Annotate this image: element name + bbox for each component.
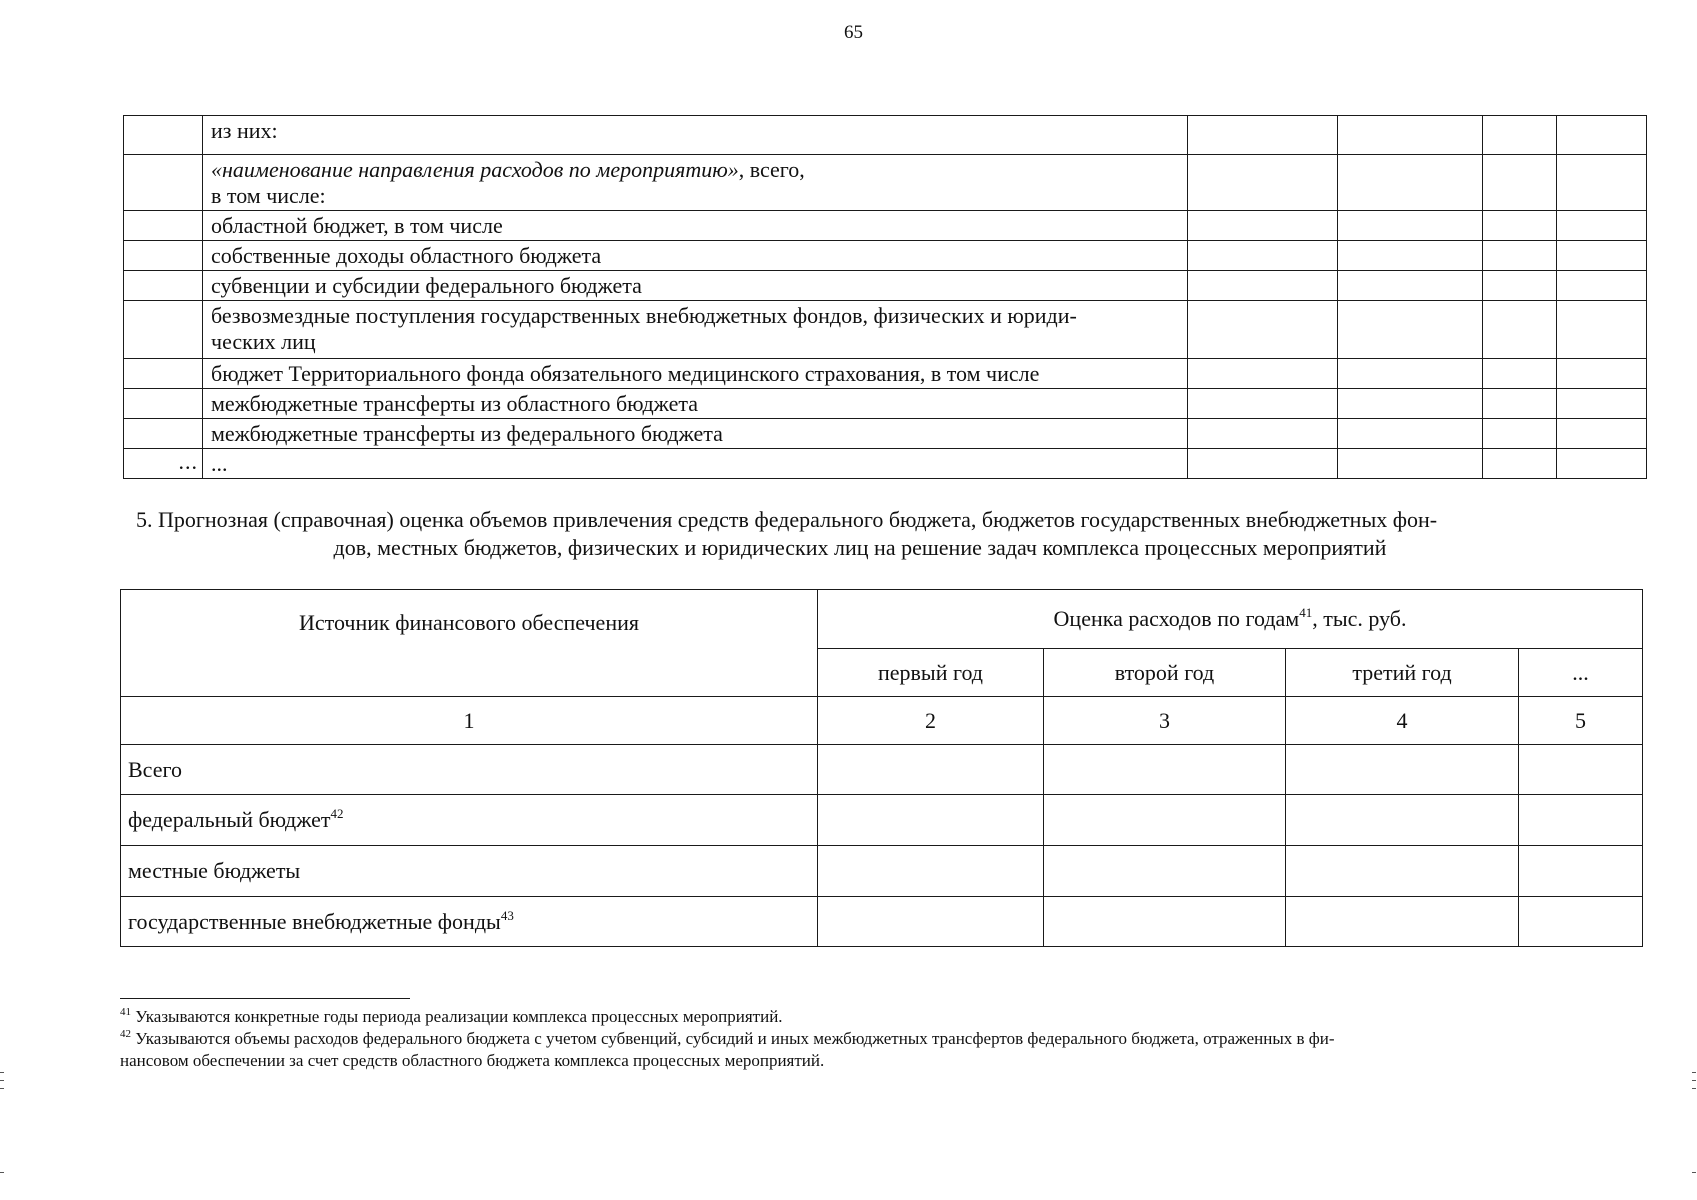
row-text-cell (203, 211, 1188, 241)
column-number: 4 (1286, 697, 1519, 745)
value-cell (1483, 241, 1557, 271)
row-number-cell (124, 211, 203, 241)
footnote-42 (120, 1028, 1590, 1072)
value-cell (1044, 795, 1286, 846)
table-row (124, 241, 1647, 271)
row-number-cell (124, 389, 203, 419)
row-label: местные бюджеты (128, 858, 301, 883)
scan-edge-mark (1692, 1172, 1696, 1173)
table-row (124, 116, 1647, 155)
value-cell (818, 897, 1044, 947)
footnote-mark: 42 (120, 1028, 131, 1040)
header-estimate-tail: , тыс. руб. (1312, 606, 1407, 631)
scan-edge-mark (0, 1088, 4, 1089)
value-cell (1286, 795, 1519, 846)
scan-edge-mark (0, 1080, 4, 1081)
row-label-cell (121, 897, 818, 947)
row-number-cell (124, 359, 203, 389)
row-text-cell (203, 389, 1188, 419)
value-cell (1557, 271, 1647, 301)
header-estimate-cell (818, 590, 1643, 649)
value-cell (1519, 846, 1643, 897)
value-cell (1557, 116, 1647, 155)
value-cell (1557, 211, 1647, 241)
table-row (124, 301, 1647, 359)
row-number-cell (124, 271, 203, 301)
row-text: субвенции и субсидии федерального бюджета (211, 273, 642, 298)
column-number: 1 (121, 697, 818, 745)
value-cell (1557, 301, 1647, 359)
row-text: областной бюджет, в том числе (211, 213, 503, 238)
value-cell (1483, 116, 1557, 155)
column-number: 5 (1519, 697, 1643, 745)
year-header: первый год (818, 649, 1044, 697)
value-cell (1557, 389, 1647, 419)
value-cell (1338, 419, 1483, 449)
footnotes (120, 1006, 1590, 1072)
value-cell (1338, 449, 1483, 479)
value-cell (1483, 301, 1557, 359)
value-cell (1188, 211, 1338, 241)
funding-estimate-table (120, 589, 1643, 947)
year-header: ... (1519, 649, 1643, 697)
row-number-cell: ... (124, 449, 203, 479)
row-text-cell (203, 301, 1188, 359)
row-text-cell (203, 271, 1188, 301)
value-cell (1557, 155, 1647, 211)
footnote-text-line2: нансовом обеспечении за счет средств областного бюджета комплекса процессных мероприятий. (120, 1051, 825, 1070)
value-cell (1483, 389, 1557, 419)
row-text: межбюджетные трансферты из областного бюджета (211, 391, 698, 416)
value-cell (1483, 211, 1557, 241)
row-number-cell (124, 155, 203, 211)
row-text-line2: ческих лиц (211, 329, 316, 354)
row-text: бюджет Территориального фонда обязательного медицинского страхования, в том числе (211, 361, 1040, 386)
footnote-text: Указываются конкретные годы периода реализации комплекса процессных мероприятий. (131, 1007, 783, 1026)
value-cell (1188, 155, 1338, 211)
value-cell (1557, 241, 1647, 271)
row-number-cell (124, 116, 203, 155)
value-cell (1286, 897, 1519, 947)
header-row (121, 590, 1643, 649)
footnote-mark: 41 (120, 1006, 131, 1018)
year-header: второй год (1044, 649, 1286, 697)
section-heading (130, 506, 1590, 562)
row-text-cell (203, 155, 1188, 211)
value-cell (1338, 389, 1483, 419)
table-row (124, 211, 1647, 241)
scan-edge-mark (1692, 1072, 1696, 1073)
row-label: Всего (128, 756, 182, 782)
row-text: межбюджетные трансферты из федерального бюджета (211, 421, 723, 446)
value-cell (1483, 419, 1557, 449)
funding-directions-table (123, 115, 1647, 479)
footnote-ref: 43 (500, 907, 514, 923)
value-cell (1188, 419, 1338, 449)
value-cell (1286, 745, 1519, 795)
column-number: 3 (1044, 697, 1286, 745)
value-cell (1519, 897, 1643, 947)
table-row (124, 155, 1647, 211)
value-cell (1519, 795, 1643, 846)
footnote-41 (120, 1006, 1590, 1028)
scan-edge-mark (1692, 1088, 1696, 1089)
row-label: федеральный бюджет (128, 807, 331, 832)
header-source-cell (121, 590, 818, 697)
value-cell (1338, 241, 1483, 271)
value-cell (1483, 155, 1557, 211)
value-cell (1188, 116, 1338, 155)
value-cell (1188, 301, 1338, 359)
row-text-cell (203, 359, 1188, 389)
table-row (124, 449, 1647, 479)
row-text-cell (203, 449, 1188, 479)
value-cell (1044, 897, 1286, 947)
table-row (121, 846, 1643, 897)
scan-edge-mark (1692, 1080, 1696, 1081)
page-number: 65 (844, 22, 863, 43)
row-label-cell (121, 846, 818, 897)
value-cell (1044, 846, 1286, 897)
value-cell (1483, 271, 1557, 301)
header-estimate: Оценка расходов по годам (1053, 606, 1300, 631)
value-cell (1483, 449, 1557, 479)
row-text: ... (211, 451, 228, 476)
table-row (121, 795, 1643, 846)
value-cell (1338, 155, 1483, 211)
value-cell (1519, 745, 1643, 795)
value-cell (1338, 359, 1483, 389)
row-label-cell (121, 795, 818, 846)
value-cell (1188, 271, 1338, 301)
row-text-cell (203, 116, 1188, 155)
value-cell (1557, 449, 1647, 479)
row-text: собственные доходы областного бюджета (211, 243, 602, 268)
column-number: 2 (818, 697, 1044, 745)
table-row (121, 897, 1643, 947)
row-text-cell (203, 419, 1188, 449)
value-cell (1188, 449, 1338, 479)
row-label-cell (121, 745, 818, 795)
value-cell (1044, 745, 1286, 795)
row-number-cell (124, 419, 203, 449)
value-cell (818, 745, 1044, 795)
year-header: третий год (1286, 649, 1519, 697)
column-numbers-row (121, 697, 1643, 745)
value-cell (1338, 301, 1483, 359)
footnote-text: Указываются объемы расходов федерального бюджета с учетом субвенций, субсидий и иных межбюджетных трансфертов федерального бюджета, отраженных в фи- (131, 1029, 1335, 1048)
row-text: , всего, (738, 157, 805, 182)
value-cell (1557, 419, 1647, 449)
header-source: Источник финансового обеспечения (299, 610, 639, 635)
footnote-ref: 42 (330, 806, 344, 821)
value-cell (1557, 359, 1647, 389)
value-cell (1483, 359, 1557, 389)
row-text: безвозмездные поступления государственных внебюджетных фондов, физических и юриди- (211, 303, 1077, 328)
value-cell (1188, 389, 1338, 419)
section-heading-line1: 5. Прогнозная (справочная) оценка объемов привлечения средств федерального бюджета, бюджетов государственных внебюджетных фон- (136, 507, 1438, 532)
footnote-ref: 41 (1299, 605, 1313, 620)
row-number-cell (124, 301, 203, 359)
table-row (121, 745, 1643, 795)
value-cell (1188, 359, 1338, 389)
section-heading-line2: дов, местных бюджетов, физических и юридических лиц на решение задач комплекса процессных мероприятий (333, 535, 1387, 560)
table-row (124, 419, 1647, 449)
value-cell (1338, 211, 1483, 241)
row-text: из них: (211, 118, 278, 143)
row-text-italic: «наименование направления расходов по мероприятию» (211, 157, 739, 182)
footnote-separator (120, 998, 410, 999)
scan-edge-mark (0, 1172, 4, 1173)
value-cell (818, 846, 1044, 897)
row-label: государственные внебюджетные фонды (128, 908, 501, 934)
value-cell (1338, 116, 1483, 155)
row-number-cell (124, 241, 203, 271)
table-row (124, 389, 1647, 419)
table-row (124, 359, 1647, 389)
value-cell (1338, 271, 1483, 301)
value-cell (1188, 241, 1338, 271)
value-cell (818, 795, 1044, 846)
value-cell (1286, 846, 1519, 897)
row-text-line2: в том числе: (211, 183, 326, 208)
table-row (124, 271, 1647, 301)
scan-edge-mark (0, 1072, 4, 1073)
row-text-cell (203, 241, 1188, 271)
